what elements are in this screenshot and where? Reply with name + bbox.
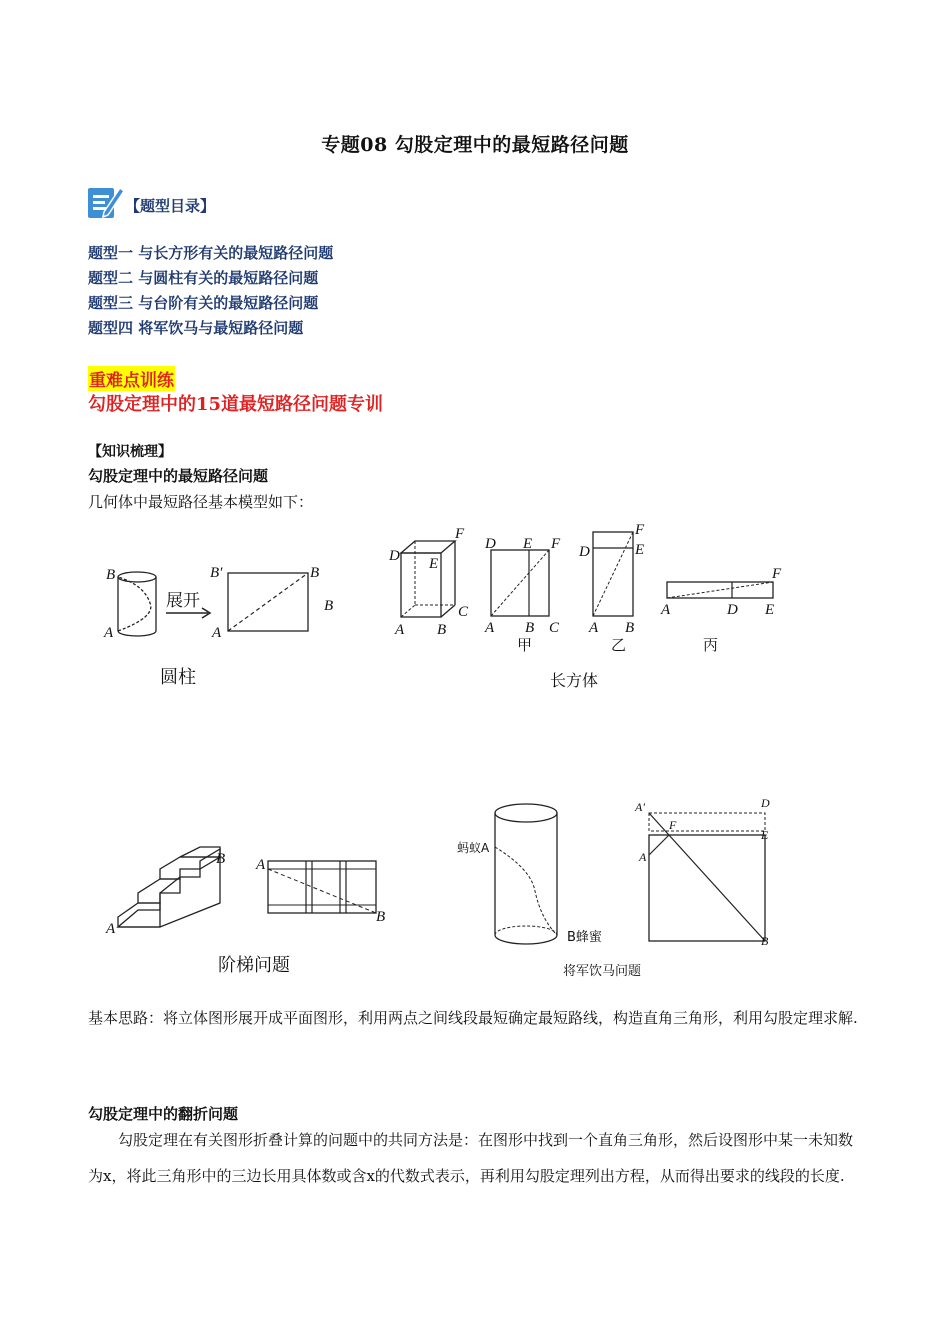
fig-label: E [523, 536, 533, 552]
fig-label: D [761, 796, 770, 810]
toc-item[interactable]: 题型一 与长方形有关的最短路径问题 [88, 244, 334, 262]
training-subtitle: 勾股定理中的15道最短路径问题专训 [88, 394, 384, 415]
fig-label: F [455, 526, 465, 542]
fig-label: E [635, 542, 645, 558]
cuboid-figure [385, 520, 795, 695]
fig-label: D [485, 536, 496, 552]
figure-caption: 圆柱 [160, 667, 196, 688]
fig-label: A [661, 602, 671, 618]
general-figure [455, 795, 790, 985]
section1-heading: 勾股定理中的最短路径问题 [88, 467, 269, 485]
fig-label: A [485, 620, 495, 636]
arrow-label: 展开 [166, 591, 200, 611]
section2-heading: 勾股定理中的翻折问题 [88, 1105, 239, 1123]
cylinder-figure [100, 555, 340, 695]
edit-document-icon [86, 182, 126, 222]
fig-label: A [212, 625, 222, 641]
net-label: 甲 [517, 636, 533, 654]
section1-idea: 基本思路：将立体图形展开成平面图形，利用两点之间线段最短确定最短路线，构造直角三角形，利用勾股定理求解. [88, 1009, 858, 1027]
toc-item[interactable]: 题型四 将军饮马与最短路径问题 [88, 319, 304, 337]
fig-label: B [376, 909, 386, 925]
fig-label: F [772, 566, 782, 582]
fig-label: D [579, 544, 590, 560]
fig-label: A [395, 622, 405, 638]
net-label: 乙 [611, 636, 627, 654]
fig-label: F [551, 536, 561, 552]
honey-label: B蜂蜜 [567, 930, 602, 945]
toc-list [88, 241, 333, 341]
section1-intro: 几何体中最短路径基本模型如下： [88, 493, 314, 511]
section2-text: 勾股定理在有关图形折叠计算的问题中的共同方法是：在图形中找到一个直角三角形，然后设图形中某一未知数为x，将此三角形中的三边长用具体数或含x的代数式表示，再利用勾股定理列出方程，从而得出要求的线段的长度. [88, 1131, 854, 1185]
fig-label: E [761, 828, 769, 842]
toc-item[interactable]: 题型二 与圆柱有关的最短路径问题 [88, 269, 319, 287]
knowledge-heading: 【知识梳理】 [88, 444, 172, 460]
fig-label: B [625, 620, 635, 636]
figure-caption: 阶梯问题 [218, 955, 290, 976]
fig-label: D [389, 548, 400, 564]
fig-label: A′ [635, 800, 645, 814]
fig-label: B′ [210, 565, 223, 581]
toc-heading: 【题型目录】 [125, 197, 216, 215]
fig-label: B [761, 934, 769, 948]
fig-label: A [256, 857, 266, 873]
fig-label: E [765, 602, 775, 618]
fig-label: A [104, 625, 114, 641]
fig-label: B [216, 851, 226, 867]
fig-label: C [458, 604, 469, 620]
fig-label: D [727, 602, 738, 618]
fig-label: A [106, 921, 116, 937]
figure-caption: 长方体 [550, 671, 599, 690]
fig-label: A [639, 850, 647, 864]
figure-caption: 将军饮马问题 [563, 964, 642, 979]
fig-label: C [549, 620, 560, 636]
fig-label: B [525, 620, 535, 636]
toc-item[interactable]: 题型三 与台阶有关的最短路径问题 [88, 294, 319, 312]
fig-label: F [669, 818, 677, 832]
fig-label: B [310, 565, 320, 581]
fig-label: E [429, 556, 439, 572]
fig-label: A [589, 620, 599, 636]
net-label: 丙 [703, 636, 719, 654]
fig-label: F [635, 522, 645, 538]
fig-label: B [437, 622, 447, 638]
page-title: 专题08 勾股定理中的最短路径问题 [321, 134, 629, 156]
ant-label: 蚂蚁A [457, 841, 490, 855]
stairs-figure [100, 845, 400, 980]
highlight-heading: 重难点训练 [88, 366, 175, 391]
fig-label: B [106, 567, 116, 583]
fig-label: B [324, 598, 334, 614]
